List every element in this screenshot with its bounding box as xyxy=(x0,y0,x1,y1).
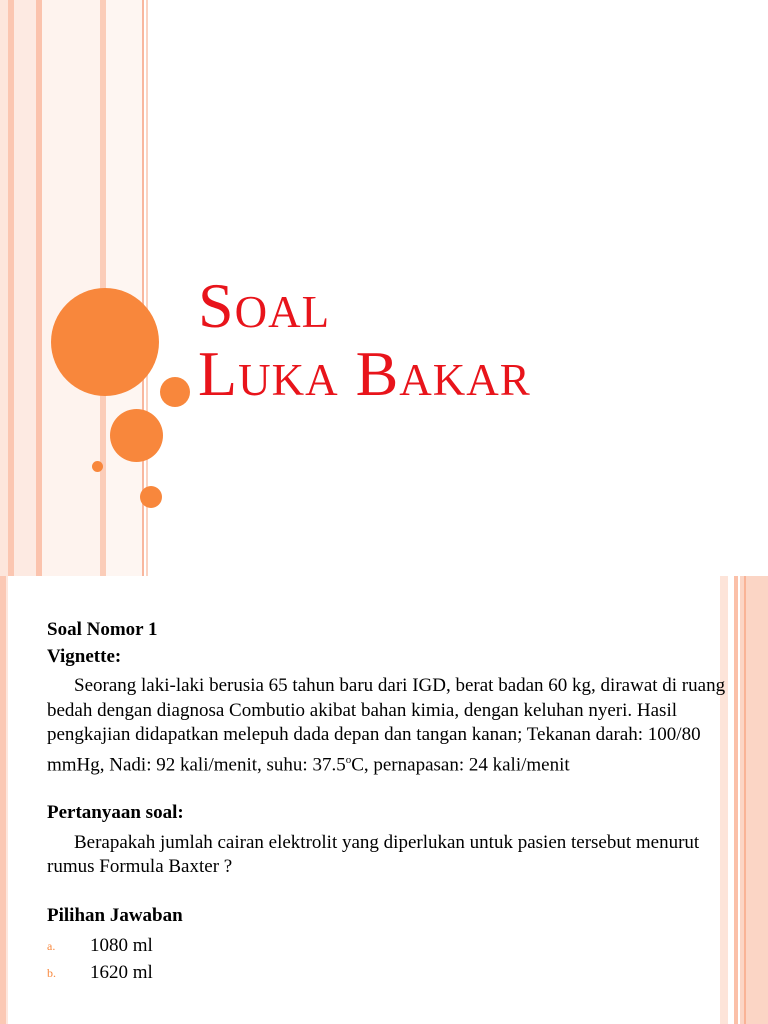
question-number: Soal Nomor 1 xyxy=(47,619,158,640)
choice-marker: a. xyxy=(47,939,56,954)
title-line-1: Soal xyxy=(198,270,331,341)
question-content xyxy=(47,618,727,986)
question-text: Berapakah jumlah cairan elektrolit yang diperlukan untuk pasien tersebut menurut rumus Formula Baxter ? xyxy=(47,831,700,878)
vignette-text-main: Seorang laki-laki berusia 65 tahun baru dari IGD, berat badan 60 kg, dirawat di ruang bedah dengan diagnosa Combutio akibat bahan kimia, dengan keluhan nyeri. Hasil pengkajian didapatkan melepuh dada depan dan tangan kanan; Tekanan darah: 100/80 mmHg, Nadi: 92 kali/menit, suhu: 37.5 xyxy=(47,675,726,775)
decorative-circle-medium xyxy=(110,409,163,462)
decorative-circle-small xyxy=(140,486,162,508)
choice-text: 1080 ml xyxy=(90,935,153,957)
vignette-label: Vignette: xyxy=(47,645,122,667)
decorative-stripe xyxy=(42,0,100,576)
choice-text: 1620 ml xyxy=(90,962,153,984)
decorative-stripe xyxy=(6,576,8,1024)
question-slide xyxy=(0,576,768,1024)
answer-choice[interactable] xyxy=(47,932,727,959)
decorative-stripe xyxy=(744,576,746,1024)
degree-superscript: o xyxy=(345,753,352,766)
decorative-stripe xyxy=(0,0,8,576)
question-label: Pertanyaan soal: xyxy=(47,802,184,824)
decorative-circle-large xyxy=(51,288,159,396)
decorative-stripe xyxy=(14,0,36,576)
vignette-text-end: C, pernapasan: 24 kali/menit xyxy=(351,753,570,775)
choice-marker: b. xyxy=(47,966,56,981)
title-line-2: Luka Bakar xyxy=(198,338,531,409)
answer-choices xyxy=(47,932,727,986)
decorative-circle-small xyxy=(160,377,190,407)
vignette-text xyxy=(47,674,727,777)
answer-choice[interactable] xyxy=(47,959,727,986)
decorative-stripe xyxy=(734,576,738,1024)
slide-title xyxy=(198,272,531,408)
choices-label: Pilihan Jawaban xyxy=(47,904,183,926)
decorative-circle-tiny xyxy=(92,461,103,472)
